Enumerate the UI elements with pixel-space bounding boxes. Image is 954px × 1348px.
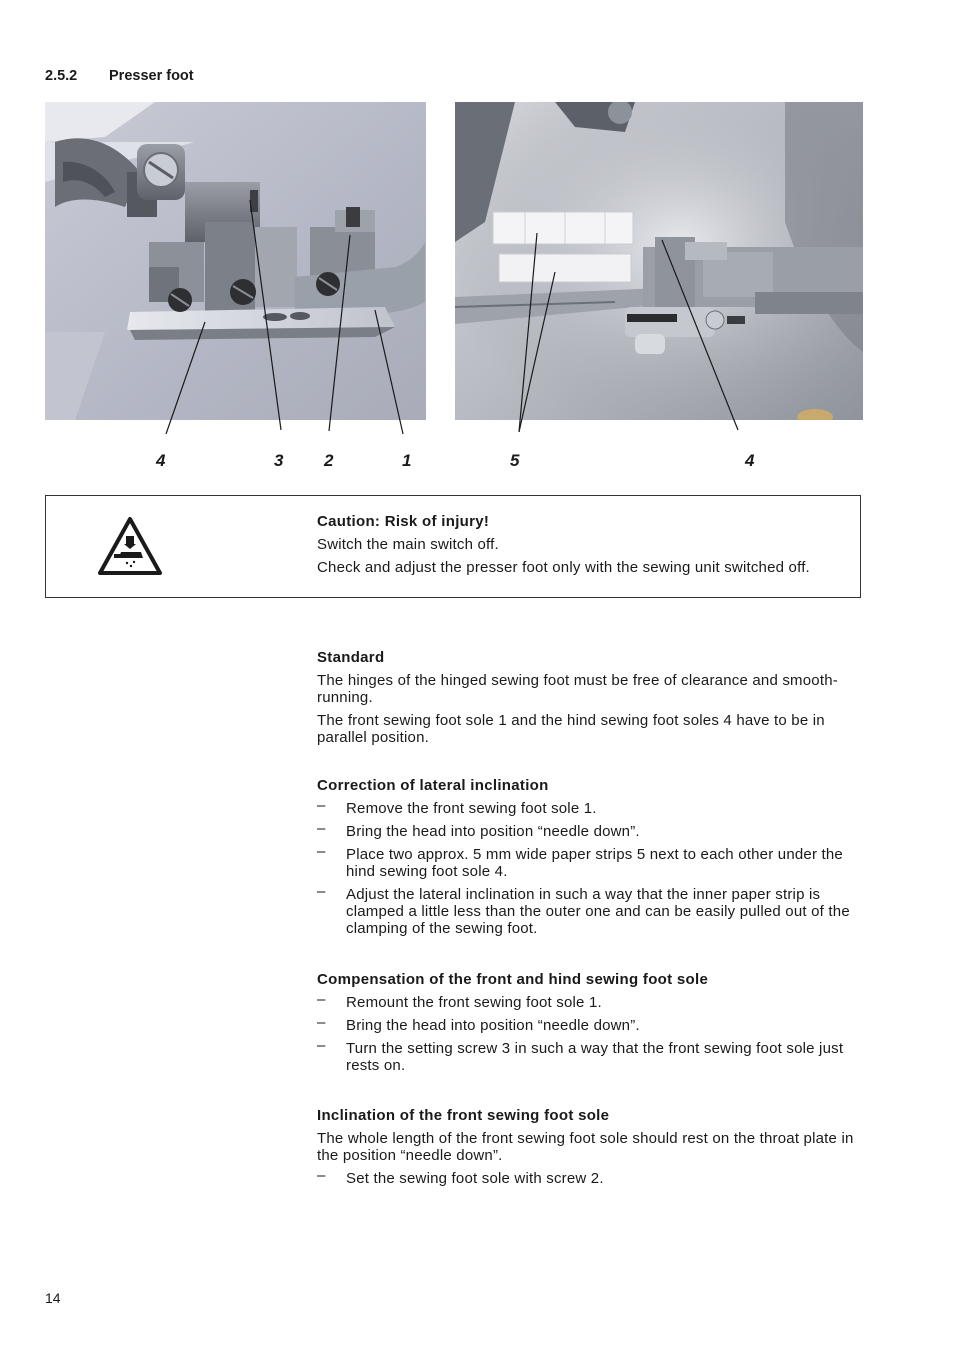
compensation-section [317,971,863,1080]
dash-bullet: – [317,1167,326,1184]
dash-bullet: – [317,883,326,900]
list-item: – Remove the front sewing foot sole 1. [317,797,597,817]
presser-foot-photo-left [45,102,426,420]
callout-4-right: 4 [745,451,755,470]
caution-line-2: Check and adjust the presser foot only with the sewing unit switched off. [317,559,810,576]
compensation-title: Compensation of the front and hind sewing foot sole [317,971,709,988]
inclination-paragraph: The whole length of the front sewing foot sole should rest on the throat plate in the position “needle down”. [317,1130,854,1164]
callout-2: 2 [324,451,334,470]
page-number: 14 [45,1290,61,1306]
inclination-section [317,1107,863,1193]
standard-section [317,649,863,752]
list-item: – Bring the head into position “needle down”. [317,820,640,840]
lateral-section [317,777,863,943]
inclination-steps [317,1167,863,1187]
dash-bullet: – [317,1037,326,1054]
standard-paragraph-1: The hinges of the hinged sewing foot must be free of clearance and smooth-running. [317,672,838,706]
list-item: – Bring the head into position “needle down”. [317,1014,640,1034]
list-item: – Set the sewing foot sole with screw 2. [317,1167,604,1187]
dash-bullet: – [317,797,326,814]
presser-foot-photo-right [455,102,863,420]
list-item: – Place two approx. 5 mm wide paper strips 5 next to each other under the hind sewing foot sole 4. [317,843,843,880]
caution-line-1: Switch the main switch off. [317,536,499,553]
callout-1: 1 [402,451,412,470]
dash-bullet: – [317,820,326,837]
list-item: – Turn the setting screw 3 in such a way that the front sewing foot sole just rests on. [317,1037,844,1074]
caution-title: Caution: Risk of injury! [317,513,490,530]
section-heading [45,68,194,84]
list-item: – Remount the front sewing foot sole 1. [317,991,602,1011]
callout-4-left: 4 [156,451,166,470]
standard-paragraph-2: The front sewing foot sole 1 and the hind sewing foot soles 4 have to be in parallel position. [317,712,825,746]
callout-3: 3 [274,451,284,470]
lateral-steps [317,797,863,937]
section-number: 2.5.2 [45,68,78,84]
lateral-title: Correction of lateral inclination [317,777,549,794]
caution-text [317,513,863,582]
standard-title: Standard [317,649,385,666]
section-title: Presser foot [109,68,194,84]
dash-bullet: – [317,1014,326,1031]
compensation-steps [317,991,863,1074]
callout-5: 5 [510,451,520,470]
dash-bullet: – [317,991,326,1008]
hand-injury-warning-icon [97,516,163,581]
dash-bullet: – [317,843,326,860]
inclination-title: Inclination of the front sewing foot sole [317,1107,610,1124]
list-item: – Adjust the lateral inclination in such a way that the inner paper strip is clamped a little less than the outer one and can be easily pulled out of the clamping of the sewing foot. [317,883,850,937]
